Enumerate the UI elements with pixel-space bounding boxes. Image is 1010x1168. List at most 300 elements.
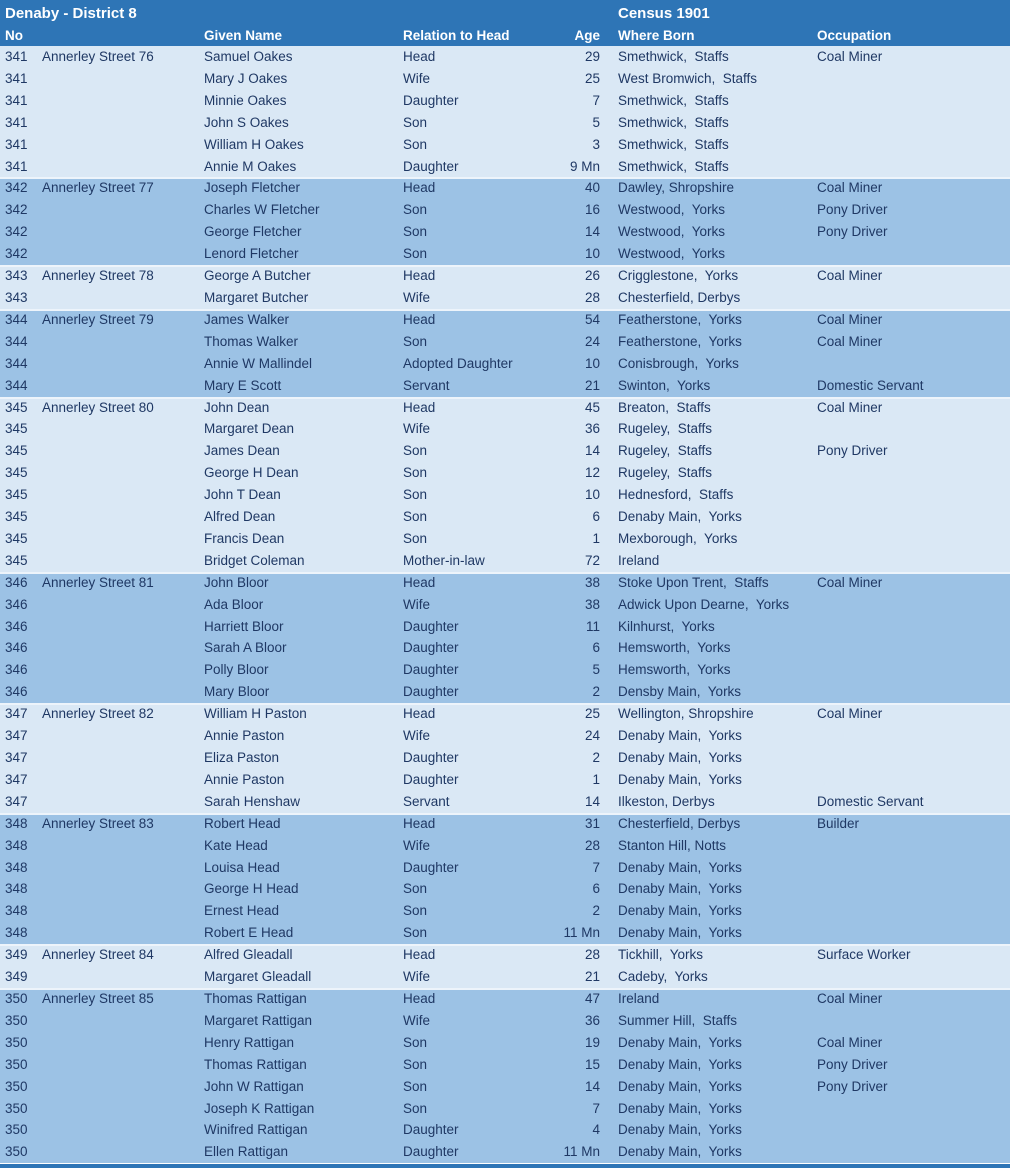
cell-where-born[interactable]: Ireland: [618, 552, 660, 568]
cell-occupation[interactable]: Coal Miner: [817, 333, 883, 349]
cell-occupation[interactable]: Coal Miner: [817, 706, 883, 722]
cell-where-born[interactable]: Stoke Upon Trent, Staffs: [618, 574, 769, 590]
cell-age[interactable]: 11 Mn: [563, 925, 600, 941]
cell-age[interactable]: 36: [584, 421, 600, 437]
cell-occupation[interactable]: Surface Worker: [817, 947, 911, 963]
cell-no[interactable]: 347: [5, 728, 28, 744]
cell-relation[interactable]: Son: [403, 509, 428, 525]
cell-occupation[interactable]: [812, 243, 1010, 265]
cell-address[interactable]: [38, 616, 200, 638]
cell-age[interactable]: 19: [584, 1034, 600, 1050]
cell-address[interactable]: [38, 835, 200, 857]
cell-address[interactable]: [38, 769, 200, 791]
cell-relation[interactable]: Son: [403, 1100, 428, 1116]
cell-no[interactable]: 348: [5, 925, 28, 941]
cell-occupation[interactable]: [812, 462, 1010, 484]
cell-where-born[interactable]: Hednesford, Staffs: [618, 487, 734, 503]
cell-address[interactable]: [38, 1098, 200, 1120]
cell-address[interactable]: [38, 922, 200, 944]
cell-relation[interactable]: Son: [403, 1078, 428, 1094]
cell-age[interactable]: 2: [592, 903, 600, 919]
cell-where-born[interactable]: Summer Hill, Staffs: [618, 1012, 738, 1028]
cell-where-born[interactable]: Breaton, Staffs: [618, 399, 711, 415]
cell-address[interactable]: [38, 418, 200, 440]
cell-relation[interactable]: Head: [403, 947, 436, 963]
cell-occupation[interactable]: Coal Miner: [817, 399, 883, 415]
cell-no[interactable]: 347: [5, 750, 28, 765]
cell-relation[interactable]: Head: [403, 399, 436, 415]
cell-occupation[interactable]: [812, 550, 1010, 572]
cell-no[interactable]: 348: [5, 903, 28, 919]
cell-given-name[interactable]: Eliza Paston: [204, 750, 280, 765]
cell-given-name[interactable]: Mary Bloor: [204, 684, 270, 700]
cell-where-born[interactable]: Smethwick, Staffs: [618, 136, 729, 152]
cell-no[interactable]: 344: [5, 355, 28, 371]
cell-age[interactable]: 12: [584, 465, 600, 481]
cell-where-born[interactable]: Denaby Main, Yorks: [618, 750, 742, 765]
cell-occupation[interactable]: [812, 747, 1010, 769]
cell-relation[interactable]: Son: [403, 136, 428, 152]
cell-given-name[interactable]: Lenord Fletcher: [204, 246, 299, 262]
cell-given-name[interactable]: Mary E Scott: [204, 377, 282, 393]
cell-no[interactable]: 341: [5, 70, 28, 86]
cell-no[interactable]: 341: [5, 158, 28, 174]
cell-age[interactable]: 54: [584, 311, 600, 327]
cell-relation[interactable]: Head: [403, 180, 436, 196]
cell-no[interactable]: 346: [5, 574, 28, 590]
cell-where-born[interactable]: Chesterfield, Derbys: [618, 815, 741, 831]
cell-where-born[interactable]: Wellington, Shropshire: [618, 706, 754, 722]
cell-address[interactable]: [38, 68, 200, 90]
cell-given-name[interactable]: William H Paston: [204, 706, 307, 722]
cell-no[interactable]: 345: [5, 443, 28, 459]
cell-address[interactable]: [38, 484, 200, 506]
cell-given-name[interactable]: Louisa Head: [204, 859, 280, 875]
cell-occupation[interactable]: Coal Miner: [817, 268, 883, 284]
cell-relation[interactable]: Head: [403, 706, 436, 722]
cell-age[interactable]: 26: [584, 268, 600, 284]
cell-occupation[interactable]: [812, 90, 1010, 112]
cell-address[interactable]: [38, 681, 200, 703]
cell-address[interactable]: Annerley Street 77: [42, 180, 154, 196]
cell-relation[interactable]: Wife: [403, 969, 430, 985]
cell-relation[interactable]: Head: [403, 815, 436, 831]
cell-no[interactable]: 341: [5, 136, 28, 152]
cell-where-born[interactable]: Denaby Main, Yorks: [618, 1078, 742, 1094]
cell-address[interactable]: [38, 199, 200, 221]
cell-no[interactable]: 349: [5, 969, 28, 985]
cell-given-name[interactable]: Samuel Oakes: [204, 49, 293, 64]
cell-given-name[interactable]: Joseph K Rattigan: [204, 1100, 315, 1116]
cell-given-name[interactable]: George H Head: [204, 881, 299, 897]
cell-occupation[interactable]: Pony Driver: [817, 1078, 888, 1094]
cell-relation[interactable]: Daughter: [403, 750, 459, 765]
cell-address[interactable]: [38, 353, 200, 375]
cell-where-born[interactable]: West Bromwich, Staffs: [618, 70, 758, 86]
cell-given-name[interactable]: Henry Rattigan: [204, 1034, 295, 1050]
cell-where-born[interactable]: Kilnhurst, Yorks: [618, 618, 715, 634]
cell-occupation[interactable]: Pony Driver: [817, 443, 888, 459]
cell-given-name[interactable]: Ada Bloor: [204, 596, 264, 612]
cell-age[interactable]: 25: [584, 70, 600, 86]
cell-address[interactable]: [38, 287, 200, 309]
cell-relation[interactable]: Daughter: [403, 859, 459, 875]
cell-given-name[interactable]: Harriett Bloor: [204, 618, 284, 634]
cell-occupation[interactable]: Domestic Servant: [817, 793, 924, 809]
cell-occupation[interactable]: [812, 681, 1010, 703]
cell-no[interactable]: 344: [5, 333, 28, 349]
cell-occupation[interactable]: [812, 418, 1010, 440]
cell-given-name[interactable]: Robert Head: [204, 815, 281, 831]
cell-no[interactable]: 348: [5, 815, 28, 831]
cell-given-name[interactable]: Ellen Rattigan: [204, 1144, 289, 1160]
cell-no[interactable]: 346: [5, 618, 28, 634]
cell-no[interactable]: 343: [5, 289, 28, 305]
cell-age[interactable]: 2: [592, 684, 600, 700]
cell-address[interactable]: [38, 221, 200, 243]
cell-where-born[interactable]: Rugeley, Staffs: [618, 443, 713, 459]
cell-no[interactable]: 345: [5, 487, 28, 503]
cell-relation[interactable]: Head: [403, 49, 436, 64]
cell-no[interactable]: 350: [5, 1056, 28, 1072]
cell-occupation[interactable]: [812, 484, 1010, 506]
cell-given-name[interactable]: George H Dean: [204, 465, 299, 481]
cell-address[interactable]: [38, 637, 200, 659]
cell-relation[interactable]: Daughter: [403, 640, 459, 656]
cell-address[interactable]: [38, 747, 200, 769]
cell-where-born[interactable]: Rugeley, Staffs: [618, 421, 713, 437]
cell-age[interactable]: 10: [584, 246, 600, 262]
cell-given-name[interactable]: John Dean: [204, 399, 270, 415]
cell-no[interactable]: 345: [5, 421, 28, 437]
cell-where-born[interactable]: Cadeby, Yorks: [618, 969, 708, 985]
cell-occupation[interactable]: Coal Miner: [817, 1034, 883, 1050]
cell-occupation[interactable]: [812, 68, 1010, 90]
cell-no[interactable]: 349: [5, 947, 28, 963]
cell-address[interactable]: [38, 791, 200, 813]
cell-where-born[interactable]: Denaby Main, Yorks: [618, 903, 742, 919]
cell-relation[interactable]: Daughter: [403, 618, 459, 634]
cell-occupation[interactable]: Coal Miner: [817, 180, 883, 196]
cell-where-born[interactable]: Westwood, Yorks: [618, 202, 726, 218]
cell-address[interactable]: [38, 1032, 200, 1054]
cell-occupation[interactable]: [812, 528, 1010, 550]
cell-no[interactable]: 346: [5, 684, 28, 700]
cell-relation[interactable]: Head: [403, 268, 436, 284]
cell-age[interactable]: 3: [592, 136, 600, 152]
cell-where-born[interactable]: Crigglestone, Yorks: [618, 268, 739, 284]
cell-age[interactable]: 24: [584, 728, 600, 744]
cell-age[interactable]: 28: [584, 837, 600, 853]
cell-where-born[interactable]: Featherstone, Yorks: [618, 333, 742, 349]
cell-no[interactable]: 346: [5, 640, 28, 656]
cell-relation[interactable]: Son: [403, 114, 428, 130]
cell-address[interactable]: Annerley Street 79: [42, 311, 154, 327]
cell-age[interactable]: 9 Mn: [569, 158, 600, 174]
cell-no[interactable]: 344: [5, 311, 28, 327]
cell-age[interactable]: 38: [584, 574, 600, 590]
cell-relation[interactable]: Son: [403, 202, 428, 218]
cell-no[interactable]: 341: [5, 49, 28, 64]
cell-occupation[interactable]: Pony Driver: [817, 224, 888, 240]
cell-occupation[interactable]: Coal Miner: [817, 311, 883, 327]
cell-given-name[interactable]: George A Butcher: [204, 268, 311, 284]
cell-age[interactable]: 14: [584, 443, 600, 459]
cell-given-name[interactable]: Thomas Walker: [204, 333, 299, 349]
cell-where-born[interactable]: Denaby Main, Yorks: [618, 728, 742, 744]
cell-address[interactable]: [38, 1076, 200, 1098]
cell-occupation[interactable]: [812, 769, 1010, 791]
cell-relation[interactable]: Son: [403, 1056, 428, 1072]
cell-given-name[interactable]: Minnie Oakes: [204, 92, 287, 108]
cell-no[interactable]: 344: [5, 377, 28, 393]
cell-where-born[interactable]: Denaby Main, Yorks: [618, 859, 742, 875]
cell-address[interactable]: [38, 659, 200, 681]
cell-where-born[interactable]: Adwick Upon Dearne, Yorks: [618, 596, 790, 612]
cell-no[interactable]: 342: [5, 180, 28, 196]
cell-relation[interactable]: Daughter: [403, 158, 459, 174]
cell-relation[interactable]: Head: [403, 990, 436, 1006]
cell-relation[interactable]: Wife: [403, 421, 430, 437]
cell-no[interactable]: 350: [5, 1012, 28, 1028]
cell-age[interactable]: 40: [584, 180, 600, 196]
cell-relation[interactable]: Daughter: [403, 684, 459, 700]
cell-given-name[interactable]: Sarah Henshaw: [204, 793, 301, 809]
cell-relation[interactable]: Head: [403, 311, 436, 327]
cell-occupation[interactable]: Domestic Servant: [817, 377, 924, 393]
cell-relation[interactable]: Son: [403, 443, 428, 459]
cell-where-born[interactable]: Ireland: [618, 990, 660, 1006]
cell-occupation[interactable]: [812, 966, 1010, 988]
cell-no[interactable]: 348: [5, 881, 28, 897]
cell-given-name[interactable]: John S Oakes: [204, 114, 289, 130]
cell-no[interactable]: 345: [5, 509, 28, 525]
cell-given-name[interactable]: John T Dean: [204, 487, 281, 503]
cell-where-born[interactable]: Smethwick, Staffs: [618, 49, 729, 64]
cell-age[interactable]: 7: [592, 92, 600, 108]
cell-no[interactable]: 350: [5, 1144, 28, 1160]
cell-no[interactable]: 350: [5, 990, 28, 1006]
cell-relation[interactable]: Wife: [403, 596, 430, 612]
cell-relation[interactable]: Daughter: [403, 1122, 459, 1138]
cell-address[interactable]: Annerley Street 85: [42, 990, 154, 1006]
cell-given-name[interactable]: Annie W Mallindel: [204, 355, 313, 371]
cell-where-born[interactable]: Chesterfield, Derbys: [618, 289, 741, 305]
cell-no[interactable]: 345: [5, 530, 28, 546]
cell-address[interactable]: Annerley Street 84: [42, 947, 154, 963]
cell-address[interactable]: [38, 134, 200, 156]
cell-where-born[interactable]: Denaby Main, Yorks: [618, 1122, 742, 1138]
cell-address[interactable]: [38, 1054, 200, 1076]
cell-age[interactable]: 47: [584, 990, 600, 1006]
cell-relation[interactable]: Son: [403, 925, 428, 941]
cell-address[interactable]: [38, 1141, 200, 1163]
cell-given-name[interactable]: Margaret Rattigan: [204, 1012, 313, 1028]
cell-relation[interactable]: Daughter: [403, 1144, 459, 1160]
cell-no[interactable]: 350: [5, 1122, 28, 1138]
cell-no[interactable]: 345: [5, 399, 28, 415]
cell-given-name[interactable]: John W Rattigan: [204, 1078, 304, 1094]
cell-relation[interactable]: Daughter: [403, 662, 459, 678]
cell-given-name[interactable]: Annie M Oakes: [204, 158, 297, 174]
cell-relation[interactable]: Wife: [403, 728, 430, 744]
cell-relation[interactable]: Son: [403, 530, 428, 546]
cell-no[interactable]: 346: [5, 596, 28, 612]
cell-address[interactable]: [38, 900, 200, 922]
cell-address[interactable]: Annerley Street 83: [42, 815, 154, 831]
cell-occupation[interactable]: [812, 1098, 1010, 1120]
cell-given-name[interactable]: James Walker: [204, 311, 290, 327]
cell-address[interactable]: [38, 506, 200, 528]
cell-where-born[interactable]: Denaby Main, Yorks: [618, 1144, 742, 1160]
cell-given-name[interactable]: Thomas Rattigan: [204, 1056, 307, 1072]
cell-age[interactable]: 4: [592, 1122, 600, 1138]
cell-where-born[interactable]: Westwood, Yorks: [618, 246, 726, 262]
cell-no[interactable]: 342: [5, 202, 28, 218]
cell-where-born[interactable]: Denaby Main, Yorks: [618, 1056, 742, 1072]
cell-age[interactable]: 21: [584, 969, 600, 985]
cell-given-name[interactable]: Sarah A Bloor: [204, 640, 287, 656]
cell-occupation[interactable]: Builder: [817, 815, 860, 831]
cell-given-name[interactable]: Annie Paston: [204, 771, 285, 787]
cell-no[interactable]: 345: [5, 465, 28, 481]
cell-no[interactable]: 342: [5, 224, 28, 240]
cell-where-born[interactable]: Densby Main, Yorks: [618, 684, 742, 700]
cell-relation[interactable]: Adopted Daughter: [403, 355, 513, 371]
cell-where-born[interactable]: Tickhill, Yorks: [618, 947, 704, 963]
cell-age[interactable]: 29: [584, 49, 600, 64]
cell-occupation[interactable]: [812, 353, 1010, 375]
cell-address[interactable]: [38, 528, 200, 550]
cell-no[interactable]: 350: [5, 1100, 28, 1116]
cell-age[interactable]: 28: [584, 947, 600, 963]
cell-no[interactable]: 348: [5, 837, 28, 853]
cell-address[interactable]: Annerley Street 82: [42, 706, 154, 722]
cell-occupation[interactable]: [812, 637, 1010, 659]
cell-given-name[interactable]: Robert E Head: [204, 925, 294, 941]
cell-relation[interactable]: Daughter: [403, 92, 459, 108]
cell-address[interactable]: [38, 966, 200, 988]
cell-occupation[interactable]: [812, 134, 1010, 156]
cell-given-name[interactable]: Polly Bloor: [204, 662, 269, 678]
cell-given-name[interactable]: Thomas Rattigan: [204, 990, 307, 1006]
cell-where-born[interactable]: Denaby Main, Yorks: [618, 1100, 742, 1116]
cell-no[interactable]: 347: [5, 706, 28, 722]
cell-occupation[interactable]: Pony Driver: [817, 1056, 888, 1072]
cell-address[interactable]: [38, 878, 200, 900]
cell-given-name[interactable]: Margaret Dean: [204, 421, 295, 437]
cell-address[interactable]: Annerley Street 80: [42, 399, 154, 415]
cell-relation[interactable]: Wife: [403, 70, 430, 86]
cell-relation[interactable]: Son: [403, 1034, 428, 1050]
cell-address[interactable]: [38, 112, 200, 134]
cell-where-born[interactable]: Mexborough, Yorks: [618, 530, 738, 546]
cell-age[interactable]: 6: [592, 640, 600, 656]
cell-where-born[interactable]: Hemsworth, Yorks: [618, 662, 731, 678]
cell-given-name[interactable]: William H Oakes: [204, 136, 304, 152]
cell-relation[interactable]: Head: [403, 574, 436, 590]
cell-age[interactable]: 38: [584, 596, 600, 612]
cell-age[interactable]: 21: [584, 377, 600, 393]
cell-age[interactable]: 6: [592, 881, 600, 897]
cell-given-name[interactable]: Kate Head: [204, 837, 268, 853]
cell-occupation[interactable]: [812, 287, 1010, 309]
cell-where-born[interactable]: Westwood, Yorks: [618, 224, 726, 240]
cell-age[interactable]: 1: [592, 530, 600, 546]
cell-relation[interactable]: Son: [403, 246, 428, 262]
cell-relation[interactable]: Servant: [403, 793, 450, 809]
cell-where-born[interactable]: Stanton Hill, Notts: [618, 837, 727, 853]
cell-no[interactable]: 346: [5, 662, 28, 678]
cell-given-name[interactable]: Annie Paston: [204, 728, 285, 744]
cell-no[interactable]: 343: [5, 268, 28, 284]
cell-no[interactable]: 347: [5, 793, 28, 809]
cell-occupation[interactable]: [812, 857, 1010, 879]
cell-address[interactable]: Annerley Street 78: [42, 268, 154, 284]
cell-occupation[interactable]: [812, 506, 1010, 528]
cell-age[interactable]: 11: [585, 618, 600, 634]
cell-given-name[interactable]: Joseph Fletcher: [204, 180, 301, 196]
cell-given-name[interactable]: John Bloor: [204, 574, 269, 590]
cell-address[interactable]: [38, 857, 200, 879]
cell-where-born[interactable]: Ilkeston, Derbys: [618, 793, 715, 809]
cell-given-name[interactable]: Alfred Dean: [204, 509, 276, 525]
cell-no[interactable]: 348: [5, 859, 28, 875]
cell-age[interactable]: 45: [584, 399, 600, 415]
cell-relation[interactable]: Son: [403, 903, 428, 919]
cell-occupation[interactable]: [812, 112, 1010, 134]
cell-age[interactable]: 25: [584, 706, 600, 722]
cell-age[interactable]: 14: [584, 1078, 600, 1094]
cell-given-name[interactable]: Ernest Head: [204, 903, 280, 919]
cell-address[interactable]: [38, 550, 200, 572]
cell-relation[interactable]: Son: [403, 333, 428, 349]
cell-relation[interactable]: Son: [403, 487, 428, 503]
cell-address[interactable]: [38, 1010, 200, 1032]
cell-where-born[interactable]: Featherstone, Yorks: [618, 311, 742, 327]
cell-given-name[interactable]: Bridget Coleman: [204, 552, 305, 568]
cell-age[interactable]: 31: [584, 815, 600, 831]
cell-given-name[interactable]: Margaret Butcher: [204, 289, 309, 305]
cell-where-born[interactable]: Denaby Main, Yorks: [618, 509, 742, 525]
cell-given-name[interactable]: George Fletcher: [204, 224, 302, 240]
cell-where-born[interactable]: Denaby Main, Yorks: [618, 1034, 742, 1050]
cell-relation[interactable]: Wife: [403, 1012, 430, 1028]
cell-age[interactable]: 14: [584, 224, 600, 240]
cell-age[interactable]: 15: [584, 1056, 600, 1072]
cell-occupation[interactable]: Coal Miner: [817, 574, 883, 590]
cell-age[interactable]: 72: [584, 552, 600, 568]
cell-given-name[interactable]: Charles W Fletcher: [204, 202, 320, 218]
cell-no[interactable]: 350: [5, 1078, 28, 1094]
cell-occupation[interactable]: [812, 156, 1010, 178]
cell-age[interactable]: 7: [592, 1100, 600, 1116]
cell-given-name[interactable]: James Dean: [204, 443, 280, 459]
cell-given-name[interactable]: Alfred Gleadall: [204, 947, 293, 963]
cell-occupation[interactable]: [812, 1010, 1010, 1032]
cell-where-born[interactable]: Denaby Main, Yorks: [618, 925, 742, 941]
cell-no[interactable]: 341: [5, 114, 28, 130]
cell-occupation[interactable]: [812, 922, 1010, 944]
cell-address[interactable]: [38, 725, 200, 747]
cell-address[interactable]: Annerley Street 76: [42, 49, 154, 64]
cell-where-born[interactable]: Smethwick, Staffs: [618, 114, 729, 130]
cell-no[interactable]: 350: [5, 1034, 28, 1050]
cell-age[interactable]: 14: [584, 793, 600, 809]
cell-occupation[interactable]: [812, 900, 1010, 922]
cell-no[interactable]: 341: [5, 92, 28, 108]
cell-given-name[interactable]: Mary J Oakes: [204, 70, 288, 86]
